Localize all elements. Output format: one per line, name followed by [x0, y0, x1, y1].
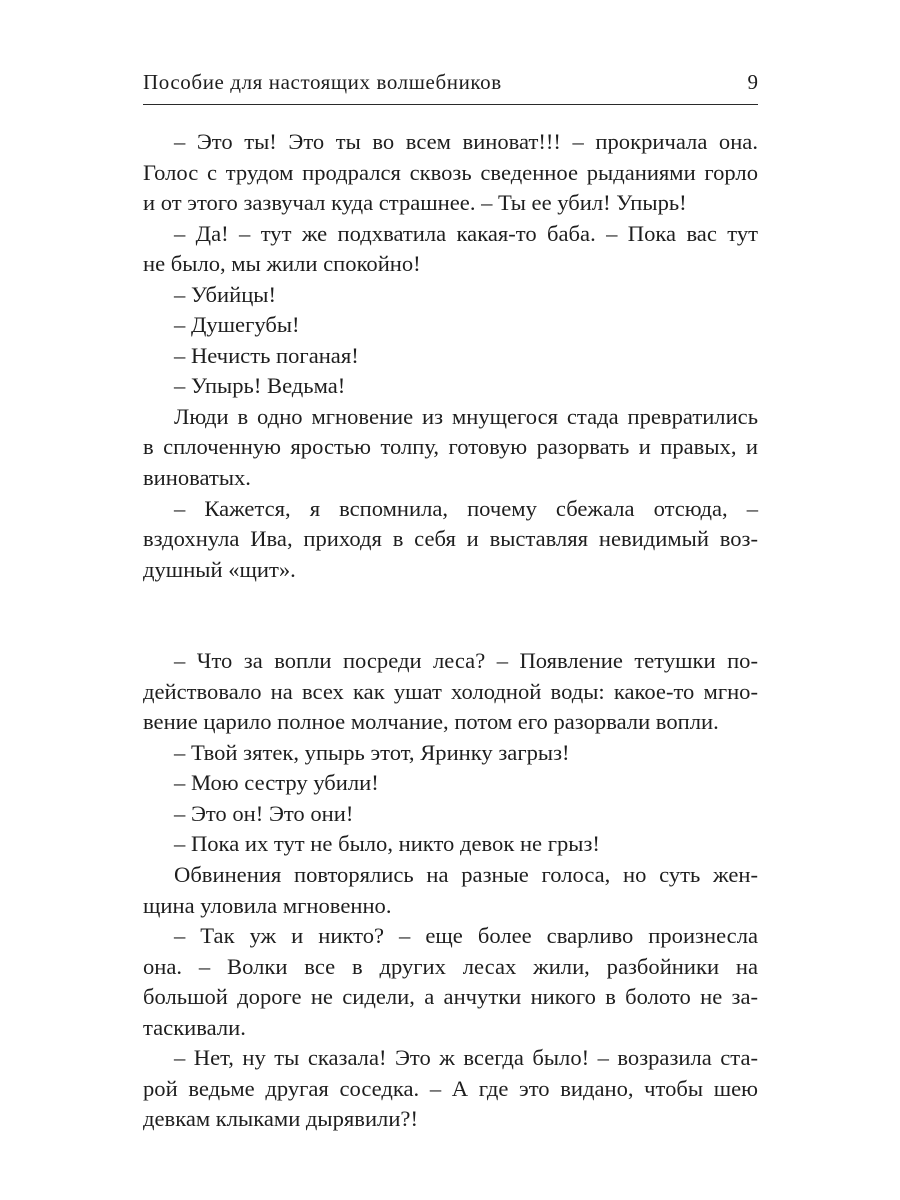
page-number: 9	[747, 70, 758, 94]
text-line: вение царило полное молчание, потом его разорвали вопли.	[143, 709, 719, 735]
body-text	[143, 127, 758, 1135]
header-divider	[143, 104, 758, 105]
text-line: – Кажется, я вспомнила, почему сбежала отсюда, –	[174, 495, 758, 521]
text-line: и от этого зазвучал куда страшнее. – Ты ее убил! Упырь!	[143, 190, 687, 216]
text-line: – Убийцы!	[174, 281, 276, 307]
running-title: Пособие для настоящих волшебников	[143, 70, 502, 94]
text-line: Голос с трудом продрался сквозь сведенное рыданиями горло	[143, 159, 758, 185]
text-line: – Пока их тут не было, никто девок не грыз!	[174, 831, 600, 857]
text-line: щина уловила мгновенно.	[143, 892, 392, 918]
text-line: большой дороге не сидели, а анчутки никого в болото не за-	[143, 984, 758, 1010]
text-line: не было, мы жили спокойно!	[143, 251, 421, 277]
running-header	[143, 66, 758, 100]
text-line: она. – Волки все в других лесах жили, разбойники на	[143, 953, 758, 979]
text-line: виноватых.	[143, 465, 251, 491]
text-line: – Мою сестру убили!	[174, 770, 379, 796]
text-line: – Это ты! Это ты во всем виноват!!! – прокричала она.	[174, 129, 758, 154]
text-line: душный «щит».	[143, 556, 296, 582]
text-line: вздохнула Ива, приходя в себя и выставляя невидимый воз-	[143, 526, 758, 552]
text-line: – Так уж и никто? – еще более сварливо произнесла	[174, 923, 758, 949]
text-line: девкам клыками дырявили?!	[143, 1106, 418, 1132]
text-line: – Да! – тут же подхватила какая-то баба. – Пока вас тут	[174, 220, 758, 246]
text-line: таскивали.	[143, 1014, 246, 1040]
text-line: в сплоченную яростью толпу, готовую разорвать и правых, и	[143, 434, 758, 460]
section-break	[143, 585, 758, 646]
text-line: Обвинения повторялись на разные голоса, но суть жен-	[174, 862, 758, 888]
text-line: – Что за вопли посреди леса? – Появление тетушки по-	[174, 648, 758, 674]
text-line: – Твой зятек, упырь этот, Яринку загрыз!	[174, 739, 570, 765]
text-line: – Нет, ну ты сказала! Это ж всегда было! – возразила ста-	[174, 1045, 758, 1071]
text-line: рой ведьме другая соседка. – А где это видано, чтобы шею	[143, 1075, 758, 1101]
text-line: Люди в одно мгновение из мнущегося стада превратились	[174, 403, 758, 429]
text-line: – Душегубы!	[174, 312, 300, 338]
text-line: действовало на всех как ушат холодной воды: какое-то мгно-	[143, 678, 758, 704]
text-line: – Упырь! Ведьма!	[174, 373, 346, 399]
text-line: – Это он! Это они!	[174, 800, 354, 826]
text-line: – Нечисть поганая!	[174, 342, 359, 368]
